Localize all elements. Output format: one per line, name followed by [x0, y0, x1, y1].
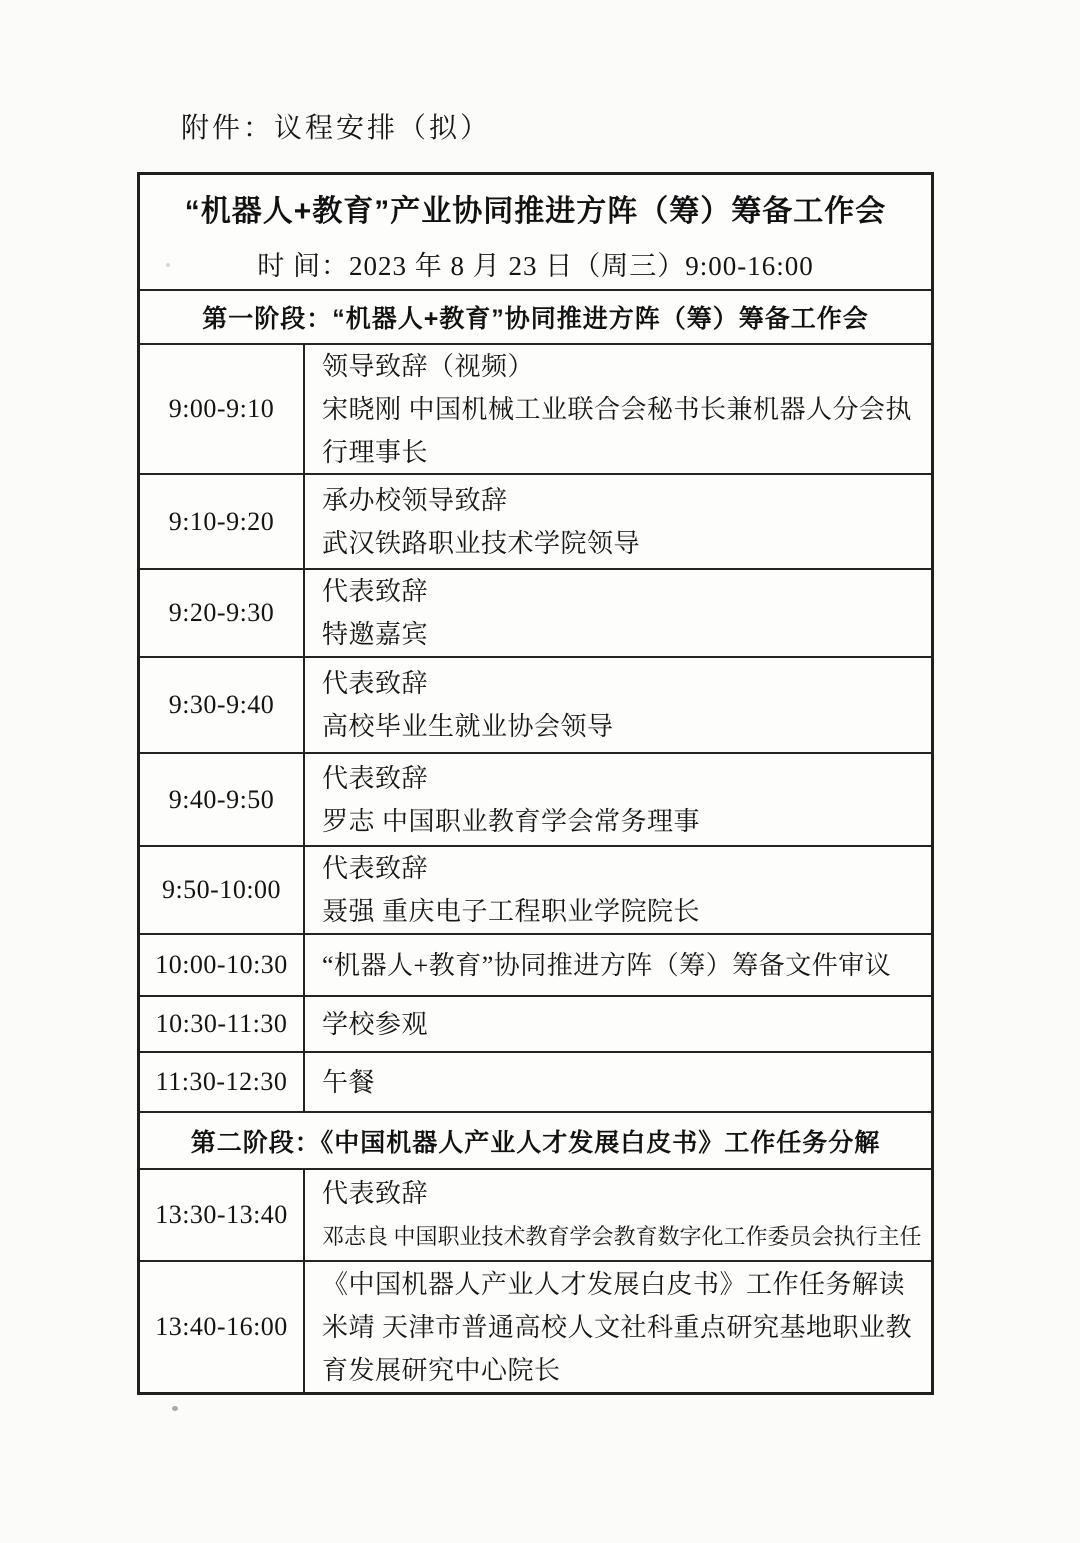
agenda-row — [140, 568, 931, 656]
agenda-line: 《中国机器人产业人才发展白皮书》工作任务解读 — [322, 1269, 906, 1299]
table-title-row — [140, 175, 931, 289]
section-header-row — [140, 1111, 931, 1168]
time-cell: 13:40-16:00 — [140, 1262, 305, 1392]
agenda-line: 代表致辞 — [322, 763, 429, 793]
content-cell — [305, 658, 931, 752]
agenda-line: 代表致辞 — [322, 669, 429, 698]
time-cell: 9:00-9:10 — [140, 345, 305, 473]
section-header-row — [140, 289, 931, 343]
content-cell — [305, 475, 931, 568]
time-cell: 9:50-10:00 — [140, 847, 305, 933]
agenda-line: 特邀嘉宾 — [322, 620, 429, 649]
agenda-line: 罗志 中国职业教育学会常务理事 — [322, 806, 701, 836]
agenda-row — [140, 752, 931, 845]
scan-speck — [172, 1406, 178, 1411]
agenda-row — [140, 1168, 931, 1260]
content-cell — [305, 570, 931, 656]
agenda-line: 武汉铁路职业技术学院领导 — [322, 528, 641, 558]
time-cell: 9:10-9:20 — [140, 475, 305, 568]
time-cell: 11:30-12:30 — [140, 1053, 305, 1111]
agenda-line: 领导致辞（视频） — [322, 351, 535, 381]
agenda-line: 聂强 重庆电子工程职业学院院长 — [322, 897, 701, 926]
section-2-header: 第二阶段：《中国机器人产业人才发展白皮书》工作任务分解 — [190, 1128, 881, 1157]
attachment-label: 附件：议程安排（拟） — [181, 113, 492, 144]
time-cell: 10:30-11:30 — [140, 997, 305, 1051]
content-cell — [305, 847, 931, 933]
agenda-row — [140, 1260, 931, 1392]
agenda-table — [137, 172, 934, 1395]
agenda-line: 米靖 天津市普通高校人文社科重点研究基地职业教育发展研究中心院长 — [322, 1312, 913, 1385]
agenda-line: 代表致辞 — [322, 1179, 429, 1208]
agenda-line: 学校参观 — [322, 1009, 429, 1039]
content-cell — [305, 754, 931, 845]
agenda-line: 邓志良 中国职业技术教育学会教育数字化工作委员会执行主任 — [322, 1224, 922, 1249]
agenda-row — [140, 1051, 931, 1111]
agenda-row — [140, 845, 931, 933]
agenda-row — [140, 473, 931, 568]
content-cell — [305, 1053, 931, 1111]
agenda-line: 午餐 — [322, 1067, 376, 1097]
content-cell — [305, 1262, 931, 1392]
content-cell — [305, 935, 931, 995]
content-cell — [305, 1170, 936, 1260]
meeting-time: 时 间：2023 年 8 月 23 日（周三）9:00-16:00 — [257, 250, 814, 281]
time-cell: 9:40-9:50 — [140, 754, 305, 845]
agenda-line: 承办校领导致辞 — [322, 485, 508, 515]
section-1-header: 第一阶段：“机器人+教育”协同推进方阵（筹）筹备工作会 — [202, 305, 869, 333]
agenda-line: 代表致辞 — [322, 854, 429, 883]
meeting-title: “机器人+教育”产业协同推进方阵（筹）筹备工作会 — [184, 194, 887, 228]
time-cell: 13:30-13:40 — [140, 1170, 305, 1260]
content-cell — [305, 345, 931, 473]
agenda-line: 代表致辞 — [322, 577, 429, 606]
agenda-line: “机器人+教育”协同推进方阵（筹）筹备文件审议 — [322, 950, 892, 980]
agenda-row — [140, 933, 931, 995]
agenda-row — [140, 656, 931, 752]
time-cell: 10:00-10:30 — [140, 935, 305, 995]
title-cell — [140, 175, 931, 289]
agenda-line: 高校毕业生就业协会领导 — [322, 712, 614, 741]
agenda-line: 宋晓刚 中国机械工业联合会秘书长兼机器人分会执行理事长 — [322, 394, 913, 467]
agenda-row — [140, 995, 931, 1051]
agenda-row — [140, 343, 931, 473]
scan-speck — [166, 263, 170, 267]
content-cell — [305, 997, 931, 1051]
time-cell: 9:30-9:40 — [140, 658, 305, 752]
time-cell: 9:20-9:30 — [140, 570, 305, 656]
